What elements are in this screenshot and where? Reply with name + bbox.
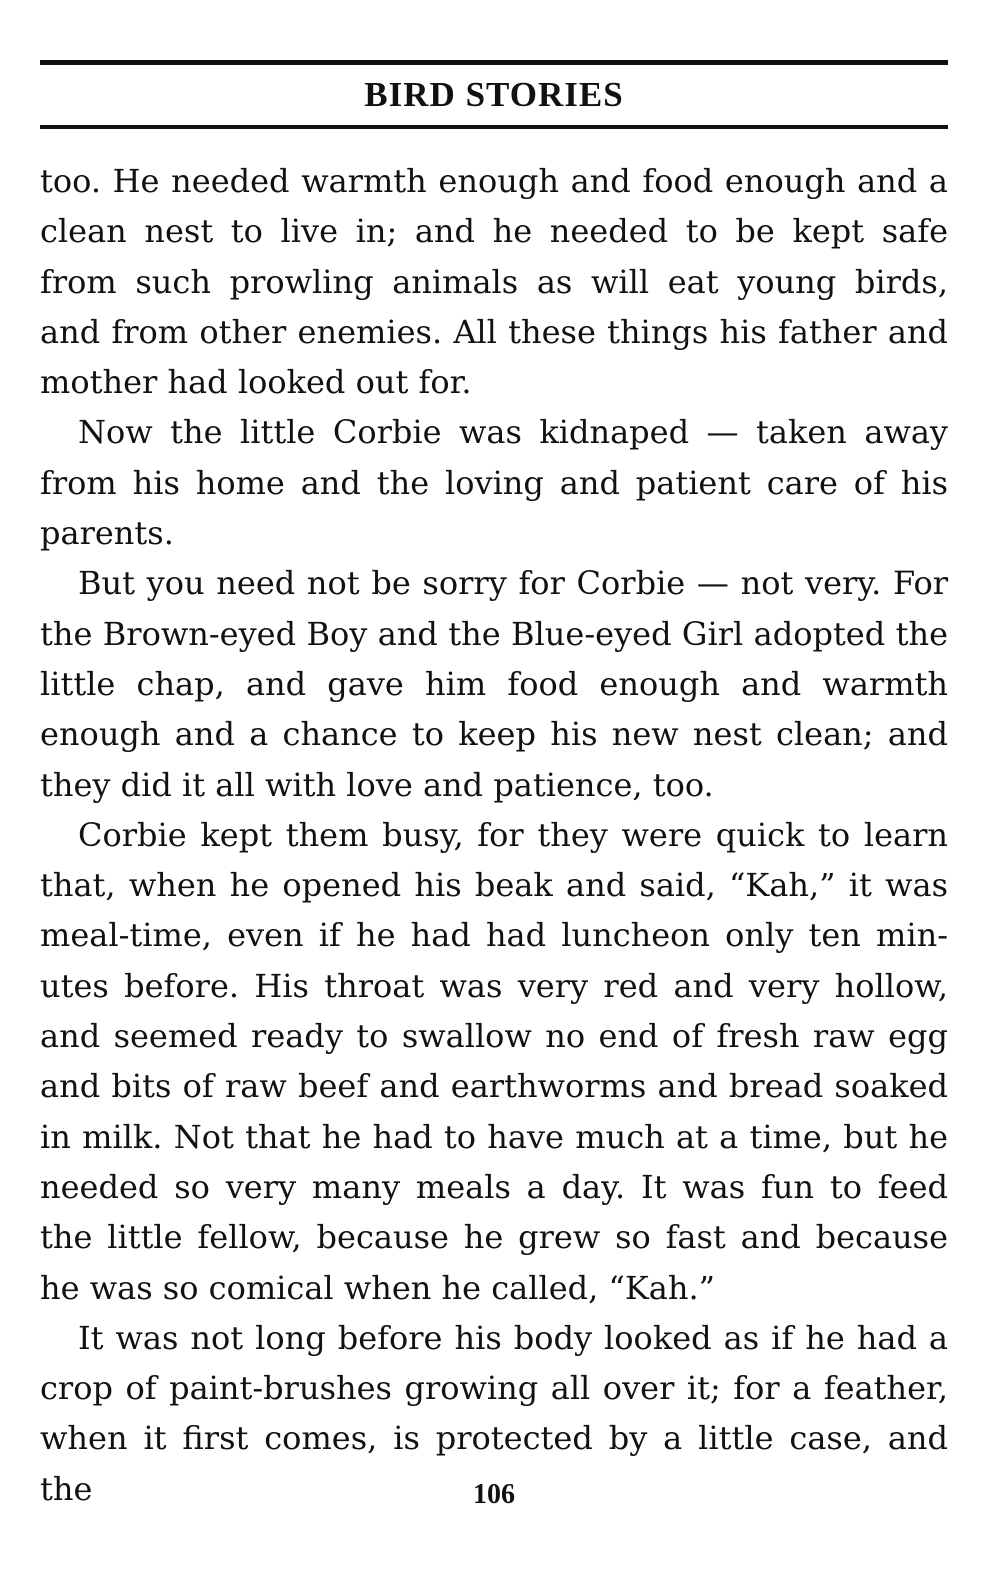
page-body [40,156,948,1514]
page-number: 106 [473,1479,515,1510]
header-bottom-rule [40,125,948,129]
paragraph: Corbie kept them busy, for they were quick to learn that, when he opened his beak and said, “Kah,” it was meal-time, even if he had had luncheon only ten min-utes before. His throat was very red and very hollow, and seemed ready to swallow no end of fresh raw egg and bits of raw beef and earthworms and bread soaked in milk. Not that he had to have much at a time, but he needed so very many meals a day. It was fun to feed the little fellow, because he grew so fast and because he was so comical when he called, “Kah.” [40,815,948,1307]
paragraph: It was not long before his body looked as if he had a crop of paint-brushes growing all over it; for a feather, when it first comes, is protected by a little case, and the [40,1318,948,1508]
paragraph-continued: too. He needed warmth enough and food enough and a clean nest to live in; and he needed to be kept safe from such prowling animals as will eat young birds, and from other enemies. All these things his father and mother had looked out for. [40,162,948,402]
paragraph: But you need not be sorry for Corbie — not very. For the Brown-eyed Boy and the Blue-eyed Girl adopted the little chap, and gave him food enough and warmth enough and a chance to keep his new nest clean; and they did it all with love and patience, too. [40,564,948,804]
header-top-rule [40,60,948,65]
paragraph: Now the little Corbie was kidnaped — taken away from his home and the loving and patient care of his parents. [40,413,948,553]
running-title: BIRD STORIES [364,75,624,114]
